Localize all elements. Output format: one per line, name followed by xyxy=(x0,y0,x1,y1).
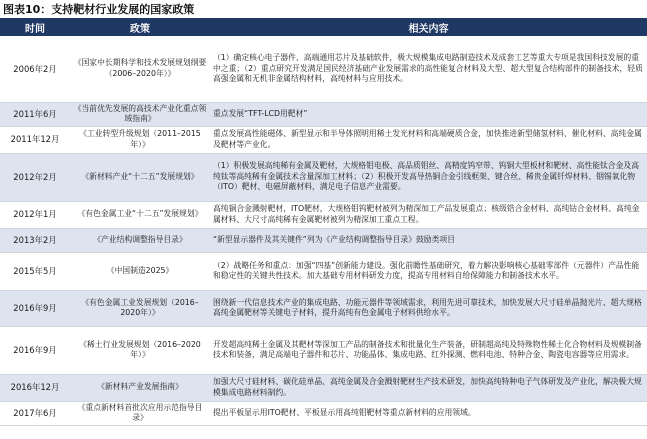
row-time: 2016年9月 xyxy=(0,326,70,374)
row-policy: 《中国制造2025》 xyxy=(70,252,210,290)
table-row xyxy=(0,401,647,425)
header-time: 时间 xyxy=(0,19,70,36)
row-content: 重点发展“TFT-LCD用靶材” xyxy=(210,102,647,126)
row-content: “新型显示器件及其关键件”列为《产业结构调整指导目录》鼓励类项目 xyxy=(210,228,647,252)
row-time: 2016年9月 xyxy=(0,290,70,326)
table-row xyxy=(0,126,647,153)
table-row xyxy=(0,201,647,228)
row-time: 2013年2月 xyxy=(0,228,70,252)
row-time: 2017年6月 xyxy=(0,401,70,425)
figure-title: 图表10：支持靶材行业发展的国家政策 xyxy=(0,0,647,19)
table-row xyxy=(0,290,647,326)
row-policy: 《新材料产业发展指南》 xyxy=(70,374,210,401)
header-content: 相关内容 xyxy=(210,19,647,36)
table-row xyxy=(0,36,647,102)
row-content: （1）积极发展高纯稀有金属及靶材，大规格钼电极、高品质钼丝、高精度钨窄带、钨铜大型板材和靶材、高性能钛合金及高纯钛等高纯稀有金属技术含量深加工材料；（2）积极开发高导热铜合金引线框架、键合丝、稀贵金属钎焊材料、铟锡氧化物（ITO）靶材、电磁屏蔽材料，满足电子信息产业需要。 xyxy=(210,153,647,201)
row-policy: 《国家中长期科学和技术发展规划纲要（2006–2020年）》 xyxy=(70,36,210,102)
row-policy: 《当前优先发展的高技术产业化重点领域指南》 xyxy=(70,102,210,126)
row-time: 2015年5月 xyxy=(0,252,70,290)
row-content: 高纯铜合金溅射靶材，ITO靶材，大规格钼钨靶材被列为精深加工产品发展重点；核级锆合金材料、高纯钴合金材料、高纯金属材料、大尺寸高纯稀有金属靶材被列为精深加工重点工程。 xyxy=(210,201,647,228)
row-content: （1）确定核心电子器件、高端通用芯片及基础软件，极大规模集成电路制造技术及成套工艺等重大专项是我国科技发展的重中之重；（2）重点研究开发满足国民经济基础产业发展需求的高性能复合材料及大型、超大型复合结构部件的制备技术，轻质高强金属和无机非金属结构材料，高纯材料与应用技术。 xyxy=(210,36,647,102)
row-content: 重点发展高性能磁体、新型显示和半导体照明用稀土发光材料和高端硬质合金，加快推进新型储氢材料、催化材料、高纯金属及靶材等产业化。 xyxy=(210,126,647,153)
row-time: 2011年6月 xyxy=(0,102,70,126)
row-content: 加强大尺寸硅材料、碳化硅单晶、高纯金属及合金溅射靶材生产技术研发，加快高纯特种电子气体研发及产业化，解决极大规模集成电路材料制约。 xyxy=(210,374,647,401)
row-policy: 《新材料产业“十二五”发展规划》 xyxy=(70,153,210,201)
row-time: 2012年2月 xyxy=(0,153,70,201)
policy-table xyxy=(0,19,647,426)
table-row xyxy=(0,374,647,401)
table-row xyxy=(0,228,647,252)
table-row xyxy=(0,153,647,201)
table-row xyxy=(0,102,647,126)
row-time: 2012年1月 xyxy=(0,201,70,228)
row-policy: 《有色金属工业“十二五”发展规划》 xyxy=(70,201,210,228)
row-policy: 《重点新材料首批次应用示范指导目录》 xyxy=(70,401,210,425)
row-content: 开发超高纯稀土金属及其靶材等深加工产品的制备技术和批量化生产装备，研制超高纯及特殊物性稀土化合物材料及规模制备技术和装备，满足高端电子器件和芯片、功能晶体、集成电路、红外探测、燃料电池、特种合金、陶瓷电容器等应用需求。 xyxy=(210,326,647,374)
row-time: 2011年12月 xyxy=(0,126,70,153)
row-policy: 《有色金属工业发展规划（2016–2020年）》 xyxy=(70,290,210,326)
row-policy: 《工业转型升级规划（2011–2015年）》 xyxy=(70,126,210,153)
row-policy: 《稀土行业发展规划（2016–2020年）》 xyxy=(70,326,210,374)
row-time: 2016年12月 xyxy=(0,374,70,401)
row-content: 提出平板显示用ITO靶材、平板显示用高纯钼靶材等重点新材料的应用领域。 xyxy=(210,401,647,425)
header-policy: 政策 xyxy=(70,19,210,36)
row-content: （2）战略任务和重点：加强“四基”创新能力建设。强化前瞻性基础研究，着力解决影响核心基础零部件（元器件）产品性能和稳定性的关键共性技术。加大基础专用材料研发力度，提高专用材料自给保障能力和制备技术水平。 xyxy=(210,252,647,290)
row-policy: 《产业结构调整指导目录》 xyxy=(70,228,210,252)
row-time: 2006年2月 xyxy=(0,36,70,102)
table-row xyxy=(0,252,647,290)
table-header-row xyxy=(0,19,647,36)
table-row xyxy=(0,326,647,374)
row-content: 围绕新一代信息技术产业的集成电路、功能元器件等领域需求，利用先进可靠技术，加快发展大尺寸硅单晶抛光片、超大规格高纯金属靶材等关键电子材料，提升高纯有色金属电子材料供给水平。 xyxy=(210,290,647,326)
